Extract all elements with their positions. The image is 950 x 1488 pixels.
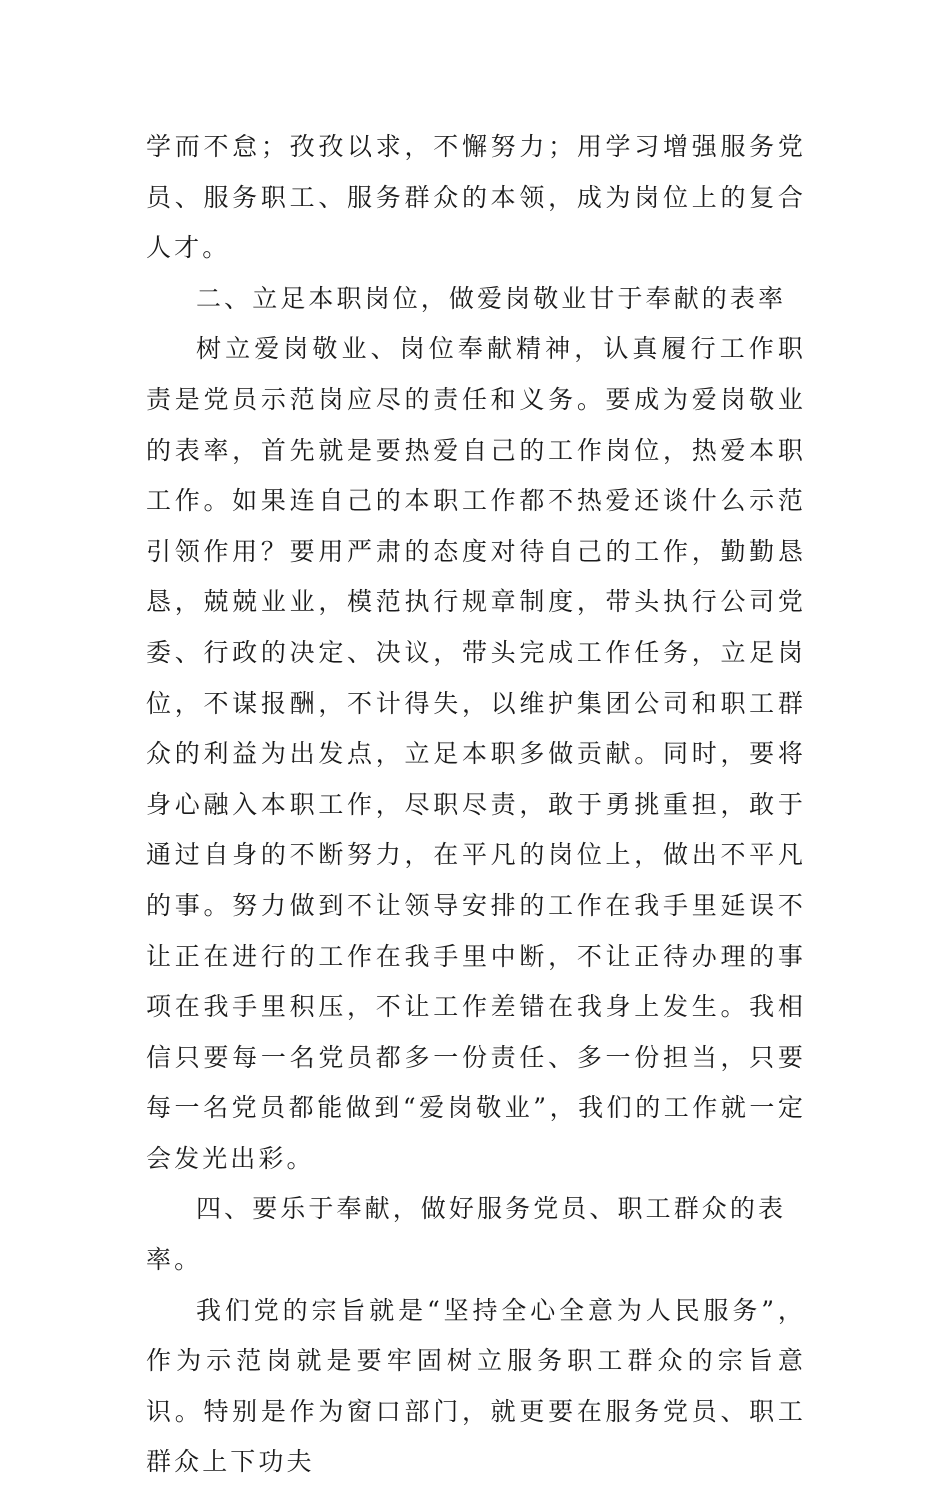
paragraph-dedication: 树立爱岗敬业、岗位奉献精神，认真履行工作职责是党员示范岗应尽的责任和义务。要成为爱岗敬业的表率，首先就是要热爱自己的工作岗位，热爱本职工作。如果连自己的本职工作都不热爱还谈什么示范引领作用？要用严肃的态度对待自己的工作，勤勤恳恳，兢兢业业，模范执行规章制度，带头执行公司党委、行政的决定、决议，带头完成工作任务，立足岗位，不谋报酬，不计得失，以维护集团公司和职工群众的利益为出发点，立足本职多做贡献。同时，要将身心融入本职工作，尽职尽责，敢于勇挑重担，敢于通过自身的不断努力，在平凡的岗位上，做出不平凡的事。努力做到不让领导安排的工作在我手里延误不让正在进行的工作在我手里中断，不让正待办理的事项在我手里积压，不让工作差错在我身上发生。我相信只要每一名党员都多一份责任、多一份担当，只要每一名党员都能做到“爱岗敬业”，我们的工作就一定会发光出彩。: [146, 334, 806, 1173]
paragraph-continued: 学而不怠；孜孜以求，不懈努力；用学习增强服务党员、服务职工、服务群众的本领，成为岗位上的复合人才。: [146, 132, 806, 263]
section-heading-4: 四、要乐于奉献，做好服务党员、职工群众的表率。: [146, 1194, 787, 1275]
section-heading-2: 二、立足本职岗位，做爱岗敬业甘于奉献的表率: [196, 283, 787, 313]
document-body: [146, 122, 806, 1488]
paragraph-service: 我们党的宗旨就是“坚持全心全意为人民服务”，作为示范岗就是要牢固树立服务职工群众的宗旨意识。特别是作为窗口部门，就更要在服务党员、职工群众上下功夫: [146, 1295, 806, 1477]
